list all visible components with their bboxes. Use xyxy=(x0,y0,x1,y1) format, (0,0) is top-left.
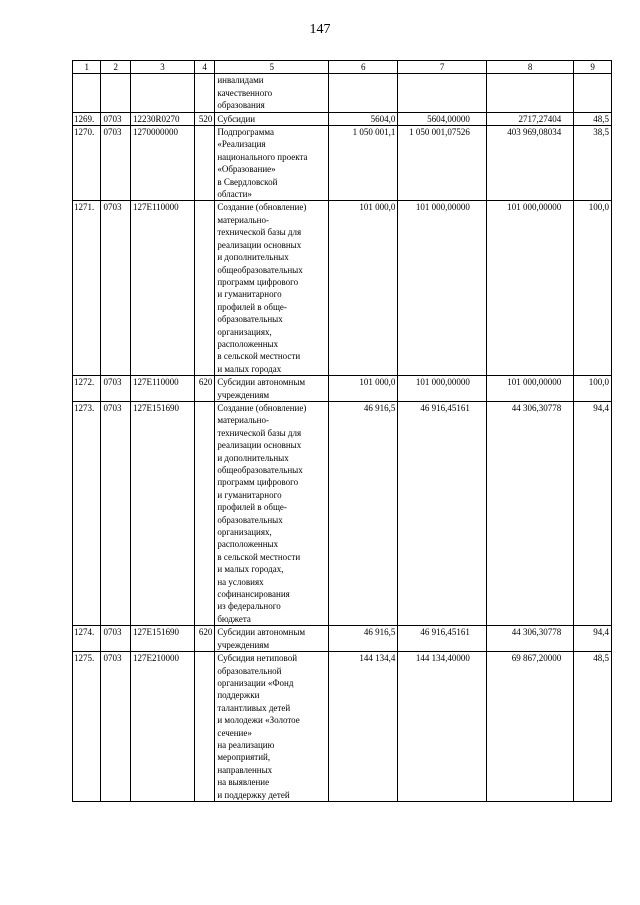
planned-amount-cell: 1 050 001,1 xyxy=(329,126,398,201)
section-code-cell: 0703 xyxy=(101,126,130,201)
item-name-line: Создание (обновление) xyxy=(217,402,307,413)
article-code-cell: 127E151690 xyxy=(130,401,194,625)
percent-cell: 100,0 xyxy=(574,376,612,402)
table-row xyxy=(73,376,612,402)
item-name-line: «Реализация xyxy=(217,139,266,150)
item-name-line: профилей в обще- xyxy=(217,502,287,513)
planned-amount-cell: 101 000,0 xyxy=(329,376,398,402)
table-body xyxy=(73,61,612,802)
refined-amount-cell: 1 050 001,07526 xyxy=(398,126,486,201)
table-row xyxy=(73,126,612,201)
item-name-cell xyxy=(215,626,329,652)
item-name-line: на условиях xyxy=(217,576,264,587)
planned-amount-cell: 46 916,5 xyxy=(329,626,398,652)
item-name-cell xyxy=(215,376,329,402)
item-name-line: национального проекта xyxy=(217,151,308,162)
row-number-cell: 1271. xyxy=(73,201,101,376)
header-cell: 3 xyxy=(130,61,194,74)
planned-amount-cell: 5604,0 xyxy=(329,112,398,125)
item-name-line: организации «Фонд xyxy=(217,677,294,688)
executed-amount-cell: 44 306,30778 xyxy=(486,401,573,625)
percent-cell: 48,5 xyxy=(574,652,612,802)
row-number-cell xyxy=(73,74,101,112)
refined-amount-cell: 101 000,00000 xyxy=(398,376,486,402)
item-name-line: и малых городах, xyxy=(217,564,284,575)
row-number-cell: 1274. xyxy=(73,626,101,652)
executed-amount-cell: 44 306,30778 xyxy=(486,626,573,652)
planned-amount-cell: 144 134,4 xyxy=(329,652,398,802)
refined-amount-cell: 144 134,40000 xyxy=(398,652,486,802)
item-name-line: организациях, xyxy=(217,527,272,538)
item-name-line: качественного xyxy=(217,87,273,98)
item-name-line: в Свердловской xyxy=(217,176,278,187)
row-number-cell: 1270. xyxy=(73,126,101,201)
refined-amount-cell xyxy=(398,74,486,112)
item-name-line: реализации основных xyxy=(217,239,302,250)
section-code-cell: 0703 xyxy=(101,112,130,125)
percent-cell: 94,4 xyxy=(574,401,612,625)
item-name-line: Субсидия нетиповой xyxy=(217,653,298,664)
executed-amount-cell xyxy=(486,74,573,112)
planned-amount-cell xyxy=(329,74,398,112)
item-name-line: сечение» xyxy=(217,727,252,738)
header-cell: 2 xyxy=(101,61,130,74)
header-cell: 8 xyxy=(486,61,573,74)
item-name-line: направленных xyxy=(217,764,273,775)
item-name-cell xyxy=(215,652,329,802)
row-number-cell: 1269. xyxy=(73,112,101,125)
header-row xyxy=(73,61,612,74)
planned-amount-cell: 101 000,0 xyxy=(329,201,398,376)
item-name-line: общеобразовательных xyxy=(217,465,303,475)
refined-amount-cell: 46 916,45161 xyxy=(398,401,486,625)
item-name-line: инвалидами xyxy=(217,75,264,86)
item-name-line: и дополнительных xyxy=(217,252,289,263)
expense-type-cell xyxy=(195,74,215,112)
percent-cell xyxy=(574,74,612,112)
item-name-cell xyxy=(215,112,329,125)
expense-type-cell xyxy=(195,126,215,201)
section-code-cell: 0703 xyxy=(101,376,130,402)
item-name-line: и гуманитарного xyxy=(217,289,282,300)
item-name-line: реализации основных xyxy=(217,440,302,451)
header-cell: 7 xyxy=(398,61,486,74)
item-name-line: образования xyxy=(217,100,265,111)
row-number-cell: 1273. xyxy=(73,401,101,625)
header-cell: 9 xyxy=(574,61,612,74)
table-row xyxy=(73,652,612,802)
section-code-cell: 0703 xyxy=(101,652,130,802)
expense-type-cell: 520 xyxy=(195,112,215,125)
item-name-line: технической базы для xyxy=(217,227,302,238)
item-name-line: мероприятий, xyxy=(217,752,271,763)
item-name-line: и малых городах xyxy=(217,363,282,374)
executed-amount-cell: 101 000,00000 xyxy=(486,376,573,402)
item-name-line: в сельской местности xyxy=(217,351,301,362)
item-name-line: материально- xyxy=(217,214,269,225)
budget-table xyxy=(72,60,612,802)
item-name-cell xyxy=(215,401,329,625)
row-number-cell: 1272. xyxy=(73,376,101,402)
item-name-line: общеобразовательных xyxy=(217,264,303,275)
article-code-cell: 127E210000 xyxy=(130,652,194,802)
item-name-line: образовательных xyxy=(217,314,283,325)
section-code-cell: 0703 xyxy=(101,626,130,652)
page-number: 147 xyxy=(309,22,331,37)
refined-amount-cell: 46 916,45161 xyxy=(398,626,486,652)
table-row xyxy=(73,201,612,376)
header-cell: 4 xyxy=(195,61,215,74)
item-name-cell xyxy=(215,201,329,376)
expense-type-cell xyxy=(195,652,215,802)
expense-type-cell: 620 xyxy=(195,376,215,402)
article-code-cell xyxy=(130,74,194,112)
article-code-cell: 1270000000 xyxy=(130,126,194,201)
table-row xyxy=(73,626,612,652)
item-name-cell xyxy=(215,126,329,201)
item-name-line: Субсидии автономным xyxy=(217,627,306,638)
item-name-line: расположенных xyxy=(217,539,279,550)
item-name-line: бюджета xyxy=(217,613,251,624)
article-code-cell: 127E151690 xyxy=(130,626,194,652)
item-name-line: Подпрограмма xyxy=(217,127,274,138)
planned-amount-cell: 46 916,5 xyxy=(329,401,398,625)
header-cell: 6 xyxy=(329,61,398,74)
item-name-line: талантливых детей xyxy=(217,702,291,713)
percent-cell: 100,0 xyxy=(574,201,612,376)
executed-amount-cell: 403 969,08034 xyxy=(486,126,573,201)
item-name-line: на выявление xyxy=(217,777,270,788)
executed-amount-cell: 101 000,00000 xyxy=(486,201,573,376)
executed-amount-cell: 69 867,20000 xyxy=(486,652,573,802)
article-code-cell: 127E110000 xyxy=(130,201,194,376)
executed-amount-cell: 2717,27404 xyxy=(486,112,573,125)
item-name-line: профилей в обще- xyxy=(217,301,287,312)
item-name-cell xyxy=(215,74,329,112)
item-name-line: программ цифрового xyxy=(217,477,299,488)
item-name-line: на реализацию xyxy=(217,739,275,750)
item-name-line: «Образование» xyxy=(217,164,276,175)
item-name-line: программ цифрового xyxy=(217,276,299,287)
item-name-line: области» xyxy=(217,189,252,200)
item-name-line: Создание (обновление) xyxy=(217,202,307,213)
header-cell: 5 xyxy=(215,61,329,74)
row-number-cell: 1275. xyxy=(73,652,101,802)
expense-type-cell xyxy=(195,401,215,625)
item-name-line: учреждениям xyxy=(217,389,270,400)
expense-type-cell: 620 xyxy=(195,626,215,652)
percent-cell: 38,5 xyxy=(574,126,612,201)
section-code-cell: 0703 xyxy=(101,201,130,376)
item-name-line: материально- xyxy=(217,415,269,426)
item-name-line: поддержки xyxy=(217,690,260,701)
item-name-line: и молодежи «Золотое xyxy=(217,715,300,726)
article-code-cell: 127E110000 xyxy=(130,376,194,402)
table-row xyxy=(73,74,612,112)
section-code-cell xyxy=(101,74,130,112)
expense-type-cell xyxy=(195,201,215,376)
item-name-line: и дополнительных xyxy=(217,452,289,463)
item-name-line: образовательной xyxy=(217,665,282,676)
item-name-line: учреждениям xyxy=(217,639,270,650)
refined-amount-cell: 5604,00000 xyxy=(398,112,486,125)
refined-amount-cell: 101 000,00000 xyxy=(398,201,486,376)
item-name-line: Субсидии xyxy=(217,113,256,124)
item-name-line: Субсидии автономным xyxy=(217,377,306,388)
percent-cell: 48,5 xyxy=(574,112,612,125)
item-name-line: и гуманитарного xyxy=(217,489,282,500)
item-name-line: расположенных xyxy=(217,338,279,349)
item-name-line: технической базы для xyxy=(217,427,302,438)
item-name-line: в сельской местности xyxy=(217,551,301,562)
section-code-cell: 0703 xyxy=(101,401,130,625)
header-cell: 1 xyxy=(73,61,101,74)
item-name-line: из федерального xyxy=(217,601,281,612)
item-name-line: софинансирования xyxy=(217,589,290,600)
table-row xyxy=(73,401,612,625)
item-name-line: образовательных xyxy=(217,514,283,525)
item-name-line: организациях, xyxy=(217,326,272,337)
table-row xyxy=(73,112,612,125)
article-code-cell: 12230R0270 xyxy=(130,112,194,125)
item-name-line: и поддержку детей xyxy=(217,789,290,800)
percent-cell: 94,4 xyxy=(574,626,612,652)
